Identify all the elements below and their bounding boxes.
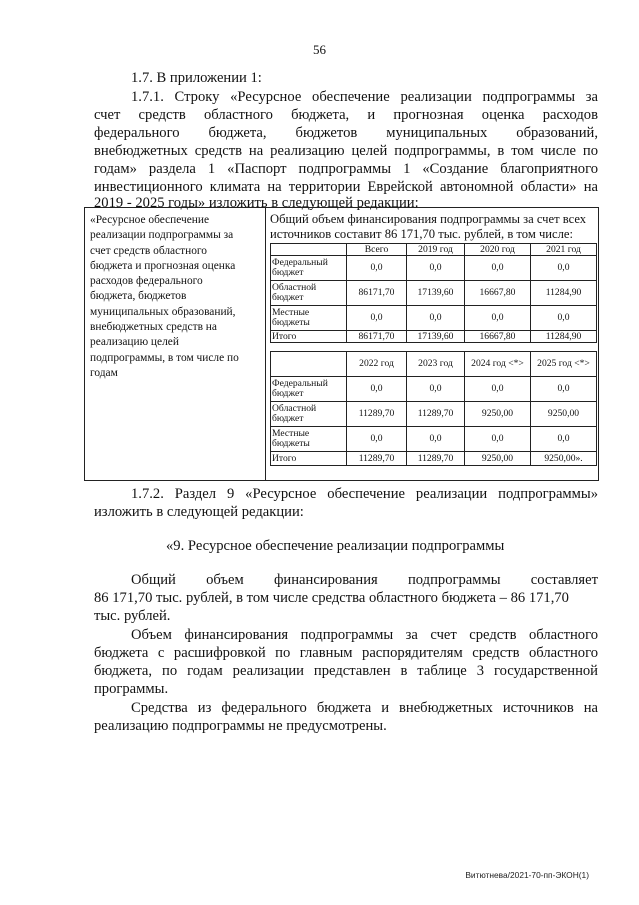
text-line: внебюджетных средств на реализацию целей подпрограммы, в том числе по [94, 143, 598, 159]
paragraph-1-7-2-line: 1.7.2. Раздел 9 «Ресурсное обеспечение реализации подпрограммы» [131, 486, 598, 502]
text-line: 1.7.1. Строку «Ресурсное обеспечение реализации подпрограммы за [131, 89, 598, 105]
table-row: Местные бюджеты 0,0 0,0 0,0 0,0 [271, 306, 597, 331]
table-row: Итого 11289,70 11289,70 9250,00 9250,00». [271, 452, 597, 466]
table-row: Федеральный бюджет 0,0 0,0 0,0 0,0 [271, 377, 597, 402]
paragraph-1-7-2-line: изложить в следующей редакции: [94, 504, 304, 520]
table-header-row: 2022 год 2023 год 2024 год <*> 2025 год <*> [271, 352, 597, 377]
section-1-7-heading: 1.7. В приложении 1: [131, 70, 262, 86]
text-line: годам» раздела 1 «Паспорт подпрограммы 1 «Создание благоприятного [94, 161, 598, 177]
financing-table-2022-2025 [270, 351, 597, 466]
table-header-row: Всего 2019 год 2020 год 2021 год [271, 244, 597, 256]
text-line: федерального бюджета, бюджетов муниципальных образований, [94, 125, 598, 141]
passport-row-label: «Ресурсное обеспечение реализации подпрограммы за счет средств областного бюджета и прогнозная оценка расходов федерального бюджета, бюджетов муниципальных образований, внебюджетных средств на реализацию целей подпрограммы, в том числе по годам [84, 207, 266, 481]
text-line: 2019 - 2025 годы» изложить в следующей редакции: [94, 195, 419, 211]
financing-table-2019-2021 [270, 243, 597, 343]
page-number: 56 [313, 42, 326, 57]
table-row: Областной бюджет 11289,70 11289,70 9250,00 9250,00 [271, 402, 597, 427]
table-row: Итого 86171,70 17139,60 16667,80 11284,90 [271, 331, 597, 343]
financing-summary: Общий объем финансирования подпрограммы за счет всех источников составит 86 171,70 тыс. рублей, в том числе: [270, 212, 587, 241]
table-row: Областной бюджет 86171,70 17139,60 16667,80 11284,90 [271, 281, 597, 306]
table-row: Местные бюджеты 0,0 0,0 0,0 0,0 [271, 427, 597, 452]
document-code: Витютнева/2021-70-пп-ЭКОН(1) [465, 870, 589, 880]
table-row: Федеральный бюджет 0,0 0,0 0,0 0,0 [271, 256, 597, 281]
section-9-title: «9. Ресурсное обеспечение реализации подпрограммы [166, 538, 505, 554]
text-line: инвестиционного климата на территории Еврейской автономной области» на [94, 179, 598, 195]
text-line: счет средств областного бюджета, и прогнозная оценка расходов [94, 107, 598, 123]
